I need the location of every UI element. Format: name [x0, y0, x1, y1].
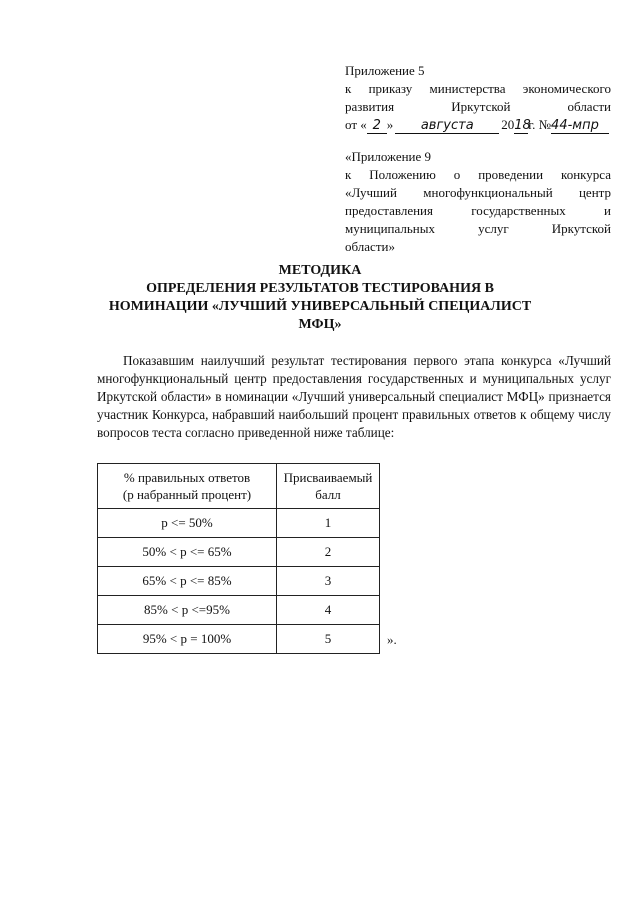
paragraph-text: Показавшим наилучший результат тестирования первого этапа конкурса «Лучший многофункциональный центр предоставления государственных и муниципальных услуг Иркутской области» в номинации «Лучший универсальный специалист МФЦ» признается участник Конкурса, набравший наибольший процент правильных ответов к общему числу вопросов теста согласно приведенной ниже таблице:: [97, 353, 611, 440]
attachment-block: [345, 62, 611, 134]
table-row: [98, 538, 380, 567]
range-cell: 65% < p <= 85%: [98, 567, 277, 596]
regulation-line: «Лучший многофункциональный центр: [345, 185, 611, 200]
range-cell: 95% < p = 100%: [98, 625, 277, 654]
score-cell: 3: [277, 567, 380, 596]
title-line: МФЦ»: [298, 317, 342, 332]
header-percent: [98, 464, 277, 509]
document-title: [100, 262, 540, 334]
handwritten-month: августа: [395, 118, 499, 134]
header-text: балл: [315, 487, 341, 502]
range-cell: p <= 50%: [98, 509, 277, 538]
date-prefix: от «: [345, 117, 367, 132]
date-year-prefix: 20: [501, 117, 515, 132]
title-line: ОПРЕДЕЛЕНИЯ РЕЗУЛЬТАТОВ ТЕСТИРОВАНИЯ В: [146, 281, 494, 296]
closing-quote: ».: [387, 632, 397, 647]
handwritten-number: 44-мпр: [551, 118, 609, 134]
handwritten-year: 18: [514, 118, 531, 133]
header-text: (p набранный процент): [122, 487, 252, 502]
table-header-row: [98, 464, 380, 509]
regulation-line: муниципальных услуг Иркутской: [345, 221, 611, 236]
range-cell: 85% < p <=95%: [98, 596, 277, 625]
table-row: [98, 596, 380, 625]
score-cell: 5: [277, 625, 380, 654]
header-text: % правильных ответов: [123, 470, 251, 485]
title-line: НОМИНАЦИИ «ЛУЧШИЙ УНИВЕРСАЛЬНЫЙ СПЕЦИАЛИСТ: [108, 299, 532, 314]
regulation-line: области»: [345, 239, 395, 254]
table-row: [98, 625, 380, 654]
score-cell: 1: [277, 509, 380, 538]
date-mid: »: [386, 117, 394, 132]
regulation-line: предоставления государственных и: [345, 203, 611, 218]
attachment-line: Приложение 5: [345, 63, 425, 78]
score-cell: 2: [277, 538, 380, 567]
title-line: МЕТОДИКА: [278, 263, 362, 278]
score-cell: 4: [277, 596, 380, 625]
body-paragraph: [97, 352, 611, 442]
table-row: [98, 509, 380, 538]
attachment-line: развития Иркутской области: [345, 99, 611, 114]
score-table: [97, 463, 380, 654]
attachment-line: к приказу министерства экономического: [345, 81, 611, 96]
date-num-prefix: г. №: [528, 117, 552, 132]
attachment-date-line: [345, 116, 611, 134]
range-cell: 50% < p <= 65%: [98, 538, 277, 567]
regulation-line: «Приложение 9: [345, 149, 432, 164]
regulation-block: [345, 148, 611, 256]
header-score: [277, 464, 380, 509]
regulation-line: к Положению о проведении конкурса: [345, 167, 611, 182]
handwritten-day: 2: [367, 118, 387, 134]
table-row: [98, 567, 380, 596]
header-text: Присваиваемый: [283, 470, 373, 485]
